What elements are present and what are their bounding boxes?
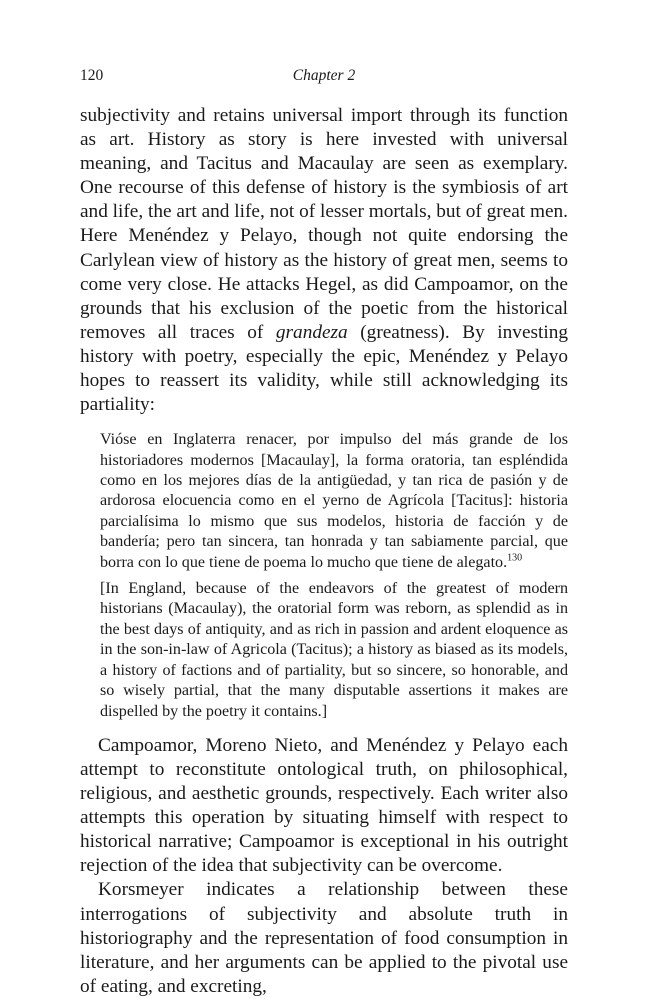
body-paragraph <box>80 104 568 417</box>
paragraph-text: subjectivity and retains universal import through its function as art. History as story is here invested with universal meaning, and Tacitus and Macaulay are seen as exemplary. One recourse of this defense of history is the symbiosis of art and life, the art and life, not of lesser mortals, but of great men. Here Menéndez y Pelayo, though not quite endorsing the Carlylean view of history as the history of great men, seems to come very close. He attacks Hegel, as did Campoamor, on the grounds that his exclusion of the poetic from the historical removes all traces of <box>80 105 568 343</box>
body-paragraph: Korsmeyer indicates a relationship between these interrogations of subjectivity and absolute truth in historiography and the representation of food consumption in literature, and her arguments can be applied to the pivotal use of eating, and excreting, <box>80 879 568 997</box>
paragraph-text: (greatness). By investing history with poetry, especially the epic, Menéndez y Pelayo hopes to reassert its validity, while still acknowledging its partiality: <box>80 321 569 416</box>
running-head <box>80 66 568 90</box>
block-quote <box>100 430 568 722</box>
page-number: 120 <box>80 67 104 84</box>
quote-spanish <box>100 430 568 573</box>
quote-english: [In England, because of the endeavors of the greatest of modern historians (Macaulay), the oratorial form was reborn, as splendid as in the best days of antiquity, and as rich in passion and ardent eloquence as in the son-in-law of Agricola (Tacitus); a history as biased as its models, a history of factions and of partiality, but so sincere, so honorable, and so wisely partial, that the many disputable assertions it makes are dispelled by the poetry it contains.] <box>100 580 568 720</box>
footnote-ref[interactable]: 130 <box>507 552 523 564</box>
quote-spanish-text: Vióse en Inglaterra renacer, por impulso del más grande de los historiadores modernos [Macaulay], la forma oratoria, tan espléndida como en los mejores días de la antigüedad, y tan rica de pasión y de ardorosa elocuencia como en el yerno de Agrícola [Tacitus]: historia parcialísima lo mismo que sus modelos, historia de facción y de bandería; pero tan sincera, tan honrada y tan sabiamente parcial, que borra con lo que tiene de poema lo mucho que tiene de alegato. <box>100 431 568 571</box>
body-paragraph: Campoamor, Moreno Nieto, and Menéndez y Pelayo each attempt to reconstitute ontological truth, on philosophical, religious, and aesthetic grounds, respectively. Each writer also attempts this operation by situating himself with respect to historical narrative; Campoamor is exceptional in his outright rejection of the idea that subjectivity can be overcome. <box>80 734 568 877</box>
italic-term: grandeza <box>275 321 348 343</box>
book-page <box>80 66 568 999</box>
chapter-title: Chapter 2 <box>292 67 356 84</box>
